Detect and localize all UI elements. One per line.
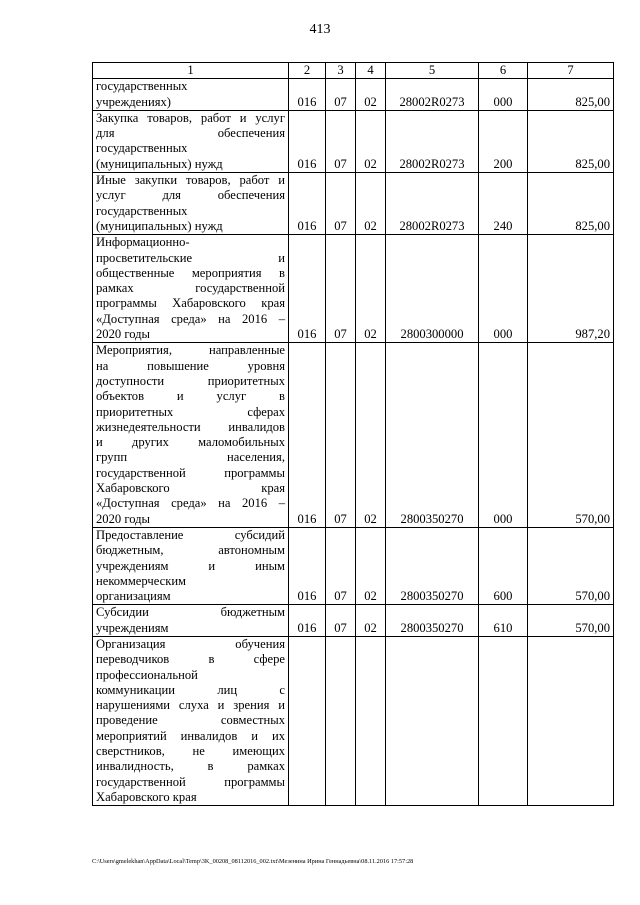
row-name-line: инвалидность, в рамках — [96, 759, 285, 774]
row-name-line: Субсидии бюджетным — [96, 605, 285, 620]
row-name-line: Хабаровского края — [96, 481, 285, 496]
ministry-code-cell — [289, 636, 326, 805]
expense-type-cell: 600 — [479, 527, 528, 604]
row-name-cell — [93, 110, 289, 172]
subsection-code-cell: 02 — [356, 79, 386, 111]
row-name-line: мероприятий инвалидов и их — [96, 728, 285, 743]
section-code-cell — [326, 636, 356, 805]
table-row — [93, 79, 614, 111]
row-name-cell — [93, 343, 289, 528]
subsection-code-cell: 02 — [356, 110, 386, 172]
target-article-cell: 28002R0273 — [386, 79, 479, 111]
row-name-line: для обеспечения — [96, 126, 285, 141]
subsection-code-cell: 02 — [356, 235, 386, 343]
section-code-cell: 07 — [326, 79, 356, 111]
row-name-line: Мероприятия, направленные — [96, 343, 285, 358]
amount-cell: 570,00 — [528, 527, 614, 604]
column-header: 3 — [326, 63, 356, 79]
row-name-line: объектов и услуг в — [96, 389, 285, 404]
expense-type-cell: 000 — [479, 235, 528, 343]
row-name-line: учреждениям — [96, 620, 169, 635]
row-name-line: нарушениями слуха и зрения и — [96, 698, 285, 713]
amount-cell: 825,00 — [528, 173, 614, 235]
ministry-code-cell: 016 — [289, 173, 326, 235]
ministry-code-cell: 016 — [289, 343, 326, 528]
amount-cell: 825,00 — [528, 110, 614, 172]
row-name-line: просветительские и — [96, 250, 285, 265]
row-name-line: некоммерческим — [96, 573, 187, 588]
row-name-line: (муниципальных) нужд — [96, 218, 223, 233]
subsection-code-cell: 02 — [356, 527, 386, 604]
column-header: 2 — [289, 63, 326, 79]
page-number: 413 — [309, 22, 331, 37]
subsection-code-cell — [356, 636, 386, 805]
subsection-code-cell: 02 — [356, 605, 386, 637]
section-code-cell: 07 — [326, 343, 356, 528]
subsection-code-cell: 02 — [356, 343, 386, 528]
row-name-line: коммуникации лиц с — [96, 682, 285, 697]
row-name-line: Организация обучения — [96, 636, 285, 651]
row-name-line: 2020 годы — [96, 511, 150, 526]
expense-type-cell: 200 — [479, 110, 528, 172]
row-name-line: проведение совместных — [96, 713, 285, 728]
row-name-cell — [93, 173, 289, 235]
row-name-cell — [93, 235, 289, 343]
column-header: 7 — [528, 63, 614, 79]
column-header: 6 — [479, 63, 528, 79]
amount-cell: 570,00 — [528, 343, 614, 528]
row-name-line: Иные закупки товаров, работ и — [96, 173, 285, 188]
row-name-line: программы Хабаровского края — [96, 296, 285, 311]
row-name-line: учреждениях) — [96, 94, 171, 109]
section-code-cell: 07 — [326, 173, 356, 235]
table-row — [93, 110, 614, 172]
row-name-cell — [93, 605, 289, 637]
column-header: 5 — [386, 63, 479, 79]
row-name-line: «Доступная среда» на 2016 – — [96, 311, 285, 326]
table-row — [93, 636, 614, 805]
amount-cell: 987,20 — [528, 235, 614, 343]
ministry-code-cell: 016 — [289, 605, 326, 637]
section-code-cell: 07 — [326, 110, 356, 172]
table-header-row — [93, 63, 614, 79]
row-name-line: Предоставление субсидий — [96, 527, 285, 542]
ministry-code-cell: 016 — [289, 527, 326, 604]
row-name-line: государственных — [96, 203, 188, 218]
table-body — [93, 79, 614, 806]
row-name-line: жизнедеятельности инвалидов — [96, 419, 285, 434]
table-row — [93, 173, 614, 235]
row-name-line: услуг для обеспечения — [96, 188, 285, 203]
table-row — [93, 605, 614, 637]
section-code-cell: 07 — [326, 527, 356, 604]
row-name-line: рамках государственной — [96, 281, 285, 296]
target-article-cell — [386, 636, 479, 805]
row-name-line: бюджетным, автономным — [96, 543, 285, 558]
row-name-line: сверстников, не имеющих — [96, 744, 285, 759]
column-header: 1 — [93, 63, 289, 79]
row-name-line: на повышение уровня — [96, 358, 285, 373]
row-name-line: доступности приоритетных — [96, 373, 285, 388]
row-name-line: учреждениям и иным — [96, 558, 285, 573]
expense-type-cell: 000 — [479, 79, 528, 111]
row-name-line: государственных — [96, 79, 188, 94]
row-name-line: 2020 годы — [96, 327, 150, 342]
target-article-cell: 2800350270 — [386, 605, 479, 637]
row-name-line: государственных — [96, 141, 188, 156]
column-header: 4 — [356, 63, 386, 79]
row-name-line: «Доступная среда» на 2016 – — [96, 496, 285, 511]
section-code-cell: 07 — [326, 605, 356, 637]
expense-type-cell: 000 — [479, 343, 528, 528]
ministry-code-cell: 016 — [289, 235, 326, 343]
table-row — [93, 235, 614, 343]
row-name-line: переводчиков в сфере — [96, 652, 285, 667]
amount-cell: 825,00 — [528, 79, 614, 111]
row-name-line: организациям — [96, 589, 171, 604]
row-name-line: приоритетных сферах — [96, 404, 285, 419]
target-article-cell: 2800350270 — [386, 343, 479, 528]
row-name-line: государственной программы — [96, 774, 285, 789]
row-name-line: государственной программы — [96, 465, 285, 480]
ministry-code-cell: 016 — [289, 110, 326, 172]
target-article-cell: 2800350270 — [386, 527, 479, 604]
amount-cell — [528, 636, 614, 805]
expense-type-cell — [479, 636, 528, 805]
target-article-cell: 28002R0273 — [386, 173, 479, 235]
row-name-line: профессиональной — [96, 667, 198, 682]
section-code-cell: 07 — [326, 235, 356, 343]
target-article-cell: 2800300000 — [386, 235, 479, 343]
row-name-cell — [93, 79, 289, 111]
ministry-code-cell: 016 — [289, 79, 326, 111]
budget-table — [92, 62, 614, 806]
row-name-line: Хабаровского края — [96, 789, 197, 804]
subsection-code-cell: 02 — [356, 173, 386, 235]
table-row — [93, 527, 614, 604]
expense-type-cell: 610 — [479, 605, 528, 637]
row-name-line: общественные мероприятия в — [96, 265, 285, 280]
row-name-line: групп населения, — [96, 450, 285, 465]
row-name-line: Закупка товаров, работ и услуг — [96, 110, 285, 125]
target-article-cell: 28002R0273 — [386, 110, 479, 172]
file-path-footer: C:\Users\gmelekhan\AppData\Local\Temp\3K_00208_08112016_002.txt\Мезенина Ирина Геннадьевна\08.11.2016 17:57:28 — [92, 858, 414, 865]
row-name-line: и других маломобильных — [96, 435, 285, 450]
table-row — [93, 343, 614, 528]
row-name-line: (муниципальных) нужд — [96, 156, 223, 171]
row-name-cell — [93, 636, 289, 805]
amount-cell: 570,00 — [528, 605, 614, 637]
row-name-line: Информационно- — [96, 235, 190, 250]
expense-type-cell: 240 — [479, 173, 528, 235]
row-name-cell — [93, 527, 289, 604]
